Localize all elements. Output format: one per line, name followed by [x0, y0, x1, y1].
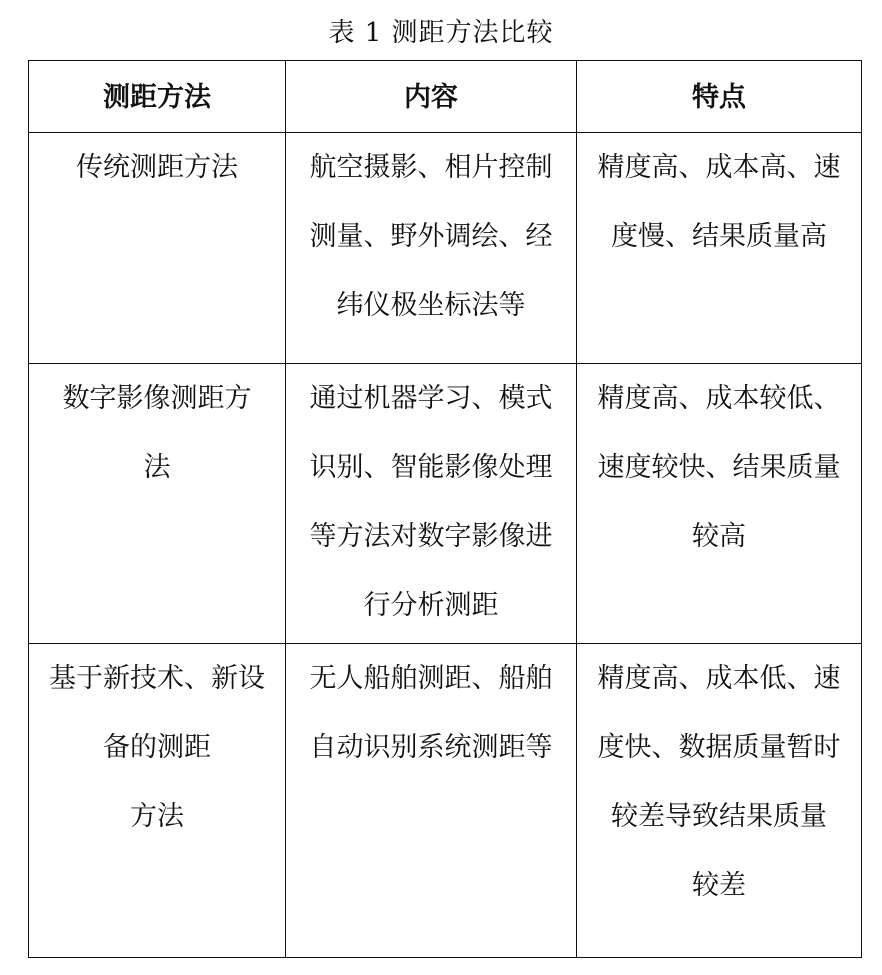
- cell-line: 方法: [130, 801, 184, 832]
- cell-method: [29, 133, 286, 364]
- cell-content: [286, 133, 577, 364]
- cell-line: 自动识别系统测距等: [309, 732, 553, 763]
- cell-line: 法: [143, 452, 171, 483]
- header-features: 特点: [577, 61, 862, 133]
- cell-line: 基于新技术、新设: [49, 663, 265, 694]
- cell-line: 识别、智能影像处理: [309, 452, 553, 483]
- cell-line: 较差: [692, 870, 746, 901]
- cell-content: [286, 364, 577, 644]
- cell-line: 度快、数据质量暂时: [597, 732, 841, 763]
- cell-features: [577, 133, 862, 364]
- cell-line: 通过机器学习、模式: [309, 383, 553, 414]
- cell-line: 数字影像测距方: [62, 383, 252, 414]
- table-row: [29, 133, 862, 364]
- cell-line: 纬仪极坐标法等: [336, 290, 526, 321]
- cell-line: 度慢、结果质量高: [611, 221, 827, 252]
- cell-line: 备的测距: [103, 732, 211, 763]
- cell-features: [577, 644, 862, 958]
- cell-line: 航空摄影、相片控制: [309, 152, 553, 183]
- table-row: [29, 364, 862, 644]
- cell-line: 较高: [692, 521, 746, 552]
- cell-content: [286, 644, 577, 958]
- cell-line: 精度高、成本低、速: [597, 663, 841, 694]
- header-row: [29, 61, 862, 133]
- cell-line: 等方法对数字影像进: [309, 521, 553, 552]
- cell-line: 精度高、成本高、速: [597, 152, 841, 183]
- table-caption: 表 1 测距方法比较: [328, 18, 554, 48]
- cell-features: [577, 364, 862, 644]
- cell-line: 测量、野外调绘、经: [309, 221, 553, 252]
- cell-line: 无人船舶测距、船舶: [309, 663, 553, 694]
- cell-line: 传统测距方法: [76, 152, 238, 183]
- table-row: [29, 644, 862, 958]
- cell-line: 速度较快、结果质量: [597, 452, 841, 483]
- cell-line: 较差导致结果质量: [611, 801, 827, 832]
- cell-method: [29, 644, 286, 958]
- cell-line: 精度高、成本较低、: [597, 383, 841, 414]
- comparison-table: [28, 60, 862, 958]
- header-content: 内容: [286, 61, 577, 133]
- header-method: 测距方法: [29, 61, 286, 133]
- cell-line: 行分析测距: [363, 590, 499, 621]
- cell-method: [29, 364, 286, 644]
